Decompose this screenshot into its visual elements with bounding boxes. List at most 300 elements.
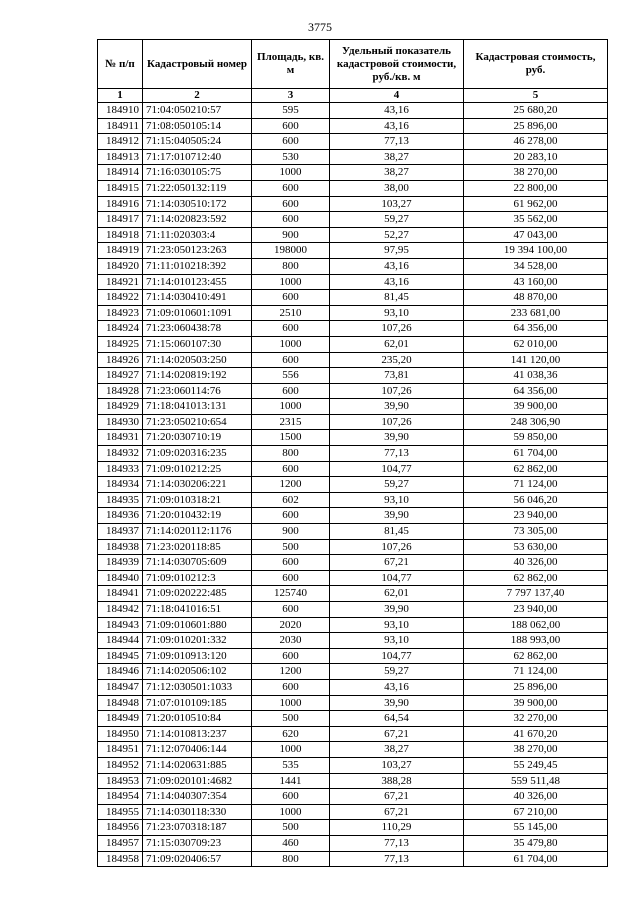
specific-value-cell: 39,90: [330, 399, 464, 415]
cadastral-value-cell: 39 900,00: [464, 695, 608, 711]
specific-value-cell: 81,45: [330, 290, 464, 306]
specific-value-cell: 43,16: [330, 118, 464, 134]
cadastral-number-cell: 71:14:020819:192: [143, 368, 252, 384]
row-number-cell: 184940: [98, 570, 143, 586]
cadastral-value-cell: 23 940,00: [464, 602, 608, 618]
cadastral-number-cell: 71:14:030410:491: [143, 290, 252, 306]
area-cell: 600: [252, 196, 330, 212]
area-cell: 1000: [252, 399, 330, 415]
area-cell: 500: [252, 539, 330, 555]
cadastral-value-cell: 248 306,90: [464, 414, 608, 430]
specific-value-cell: 107,26: [330, 414, 464, 430]
cadastral-number-cell: 71:14:020631:885: [143, 757, 252, 773]
specific-value-cell: 62,01: [330, 586, 464, 602]
specific-value-cell: 107,26: [330, 383, 464, 399]
row-number-cell: 184918: [98, 227, 143, 243]
specific-value-cell: 107,26: [330, 321, 464, 337]
specific-value-cell: 93,10: [330, 633, 464, 649]
area-cell: 800: [252, 446, 330, 462]
table-row: [98, 757, 608, 773]
table-row: [98, 414, 608, 430]
area-cell: 595: [252, 103, 330, 119]
cadastral-value-cell: 62 862,00: [464, 461, 608, 477]
area-cell: 600: [252, 180, 330, 196]
area-cell: 198000: [252, 243, 330, 259]
row-number-cell: 184924: [98, 321, 143, 337]
specific-value-cell: 110,29: [330, 820, 464, 836]
cadastral-value-cell: 38 270,00: [464, 165, 608, 181]
specific-value-cell: 39,90: [330, 602, 464, 618]
cadastral-number-cell: 71:15:040505:24: [143, 134, 252, 150]
row-number-cell: 184943: [98, 617, 143, 633]
cadastral-value-cell: 25 680,20: [464, 103, 608, 119]
specific-value-cell: 388,28: [330, 773, 464, 789]
table-row: [98, 570, 608, 586]
cadastral-number-cell: 71:14:030510:172: [143, 196, 252, 212]
table-row: [98, 180, 608, 196]
cadastral-number-cell: 71:09:020101:4682: [143, 773, 252, 789]
row-number-cell: 184919: [98, 243, 143, 259]
cadastral-value-cell: 61 704,00: [464, 851, 608, 867]
specific-value-cell: 77,13: [330, 851, 464, 867]
specific-value-cell: 77,13: [330, 446, 464, 462]
table-row: [98, 336, 608, 352]
cadastral-number-cell: 71:16:030105:75: [143, 165, 252, 181]
cadastral-number-cell: 71:14:030118:330: [143, 804, 252, 820]
table-row: [98, 773, 608, 789]
column-number: 5: [464, 89, 608, 103]
cadastral-number-cell: 71:23:050123:263: [143, 243, 252, 259]
cadastral-value-cell: 71 124,00: [464, 664, 608, 680]
area-cell: 600: [252, 555, 330, 571]
area-cell: 600: [252, 602, 330, 618]
cadastral-number-cell: 71:09:010212:25: [143, 461, 252, 477]
table-row: [98, 726, 608, 742]
cadastral-value-cell: 64 356,00: [464, 383, 608, 399]
area-cell: 600: [252, 570, 330, 586]
table-row: [98, 835, 608, 851]
area-cell: 600: [252, 648, 330, 664]
cadastral-number-cell: 71:14:030206:221: [143, 477, 252, 493]
area-cell: 600: [252, 679, 330, 695]
cadastral-number-cell: 71:14:020506:102: [143, 664, 252, 680]
area-cell: 530: [252, 149, 330, 165]
row-number-cell: 184920: [98, 258, 143, 274]
cadastral-value-cell: 40 326,00: [464, 555, 608, 571]
header-cadastral-number: Кадастровый номер: [143, 40, 252, 89]
cadastral-value-cell: 48 870,00: [464, 290, 608, 306]
cadastral-number-cell: 71:15:060107:30: [143, 336, 252, 352]
area-cell: 600: [252, 134, 330, 150]
table-row: [98, 290, 608, 306]
cadastral-number-cell: 71:08:050105:14: [143, 118, 252, 134]
specific-value-cell: 43,16: [330, 274, 464, 290]
row-number-cell: 184954: [98, 789, 143, 805]
table-row: [98, 804, 608, 820]
table-row: [98, 227, 608, 243]
row-number-cell: 184932: [98, 446, 143, 462]
cadastral-value-cell: 61 704,00: [464, 446, 608, 462]
cadastral-value-cell: 19 394 100,00: [464, 243, 608, 259]
row-number-cell: 184950: [98, 726, 143, 742]
row-number-cell: 184934: [98, 477, 143, 493]
area-cell: 2510: [252, 305, 330, 321]
cadastral-value-cell: 59 850,00: [464, 430, 608, 446]
row-number-cell: 184926: [98, 352, 143, 368]
specific-value-cell: 104,77: [330, 570, 464, 586]
specific-value-cell: 38,27: [330, 742, 464, 758]
area-cell: 600: [252, 212, 330, 228]
specific-value-cell: 59,27: [330, 212, 464, 228]
table-row: [98, 305, 608, 321]
table-row: [98, 118, 608, 134]
cadastral-number-cell: 71:09:010212:3: [143, 570, 252, 586]
row-number-cell: 184914: [98, 165, 143, 181]
row-number-cell: 184939: [98, 555, 143, 571]
cadastral-number-cell: 71:23:070318:187: [143, 820, 252, 836]
cadastral-number-cell: 71:22:050132:119: [143, 180, 252, 196]
area-cell: 1000: [252, 274, 330, 290]
cadastral-number-cell: 71:20:030710:19: [143, 430, 252, 446]
cadastral-number-cell: 71:14:020503:250: [143, 352, 252, 368]
cadastral-number-cell: 71:15:030709:23: [143, 835, 252, 851]
specific-value-cell: 39,90: [330, 508, 464, 524]
cadastral-value-cell: 141 120,00: [464, 352, 608, 368]
specific-value-cell: 62,01: [330, 336, 464, 352]
area-cell: 1200: [252, 664, 330, 680]
cadastral-value-cell: 25 896,00: [464, 679, 608, 695]
table-row: [98, 617, 608, 633]
cadastral-number-cell: 71:14:020112:1176: [143, 524, 252, 540]
cadastral-number-cell: 71:14:020823:592: [143, 212, 252, 228]
row-number-cell: 184955: [98, 804, 143, 820]
cadastral-value-cell: 43 160,00: [464, 274, 608, 290]
table-row: [98, 524, 608, 540]
table-row: [98, 648, 608, 664]
cadastral-value-cell: 47 043,00: [464, 227, 608, 243]
specific-value-cell: 93,10: [330, 617, 464, 633]
row-number-cell: 184911: [98, 118, 143, 134]
specific-value-cell: 39,90: [330, 430, 464, 446]
row-number-cell: 184917: [98, 212, 143, 228]
cadastral-number-cell: 71:18:041013:131: [143, 399, 252, 415]
specific-value-cell: 67,21: [330, 726, 464, 742]
row-number-cell: 184937: [98, 524, 143, 540]
cadastral-number-cell: 71:20:010510:84: [143, 711, 252, 727]
row-number-cell: 184953: [98, 773, 143, 789]
cadastral-number-cell: 71:17:010712:40: [143, 149, 252, 165]
cadastral-value-cell: 25 896,00: [464, 118, 608, 134]
cadastral-number-cell: 71:23:020118:85: [143, 539, 252, 555]
cadastral-value-cell: 35 562,00: [464, 212, 608, 228]
cadastral-number-cell: 71:09:010913:120: [143, 648, 252, 664]
page-number: 3775: [308, 20, 332, 34]
row-number-cell: 184945: [98, 648, 143, 664]
area-cell: 556: [252, 368, 330, 384]
specific-value-cell: 38,00: [330, 180, 464, 196]
table-row: [98, 679, 608, 695]
table-row: [98, 492, 608, 508]
cadastral-number-cell: 71:09:020316:235: [143, 446, 252, 462]
cadastral-value-cell: 188 062,00: [464, 617, 608, 633]
area-cell: 600: [252, 383, 330, 399]
area-cell: 1000: [252, 695, 330, 711]
table-row: [98, 103, 608, 119]
cadastral-number-cell: 71:12:030501:1033: [143, 679, 252, 695]
row-number-cell: 184946: [98, 664, 143, 680]
specific-value-cell: 38,27: [330, 149, 464, 165]
specific-value-cell: 93,10: [330, 305, 464, 321]
cadastral-value-table: [97, 39, 608, 867]
table-row: [98, 539, 608, 555]
table-row: [98, 196, 608, 212]
cadastral-value-cell: 39 900,00: [464, 399, 608, 415]
table-row: [98, 165, 608, 181]
table-row: [98, 742, 608, 758]
area-cell: 2315: [252, 414, 330, 430]
area-cell: 600: [252, 352, 330, 368]
column-number: 1: [98, 89, 143, 103]
area-cell: 800: [252, 258, 330, 274]
specific-value-cell: 38,27: [330, 165, 464, 181]
row-number-cell: 184915: [98, 180, 143, 196]
row-number-cell: 184913: [98, 149, 143, 165]
row-number-cell: 184912: [98, 134, 143, 150]
area-cell: 2020: [252, 617, 330, 633]
table-row: [98, 602, 608, 618]
table-row: [98, 258, 608, 274]
specific-value-cell: 104,77: [330, 648, 464, 664]
row-number-cell: 184922: [98, 290, 143, 306]
row-number-cell: 184958: [98, 851, 143, 867]
header-row-number: № п/п: [98, 40, 143, 89]
area-cell: 1441: [252, 773, 330, 789]
row-number-cell: 184941: [98, 586, 143, 602]
cadastral-number-cell: 71:20:010432:19: [143, 508, 252, 524]
cadastral-value-cell: 61 962,00: [464, 196, 608, 212]
cadastral-number-cell: 71:23:060438:78: [143, 321, 252, 337]
cadastral-value-cell: 41 670,20: [464, 726, 608, 742]
table-row: [98, 274, 608, 290]
cadastral-number-cell: 71:14:040307:354: [143, 789, 252, 805]
table-body: [98, 103, 608, 867]
column-number: 2: [143, 89, 252, 103]
area-cell: 1200: [252, 477, 330, 493]
area-cell: 600: [252, 290, 330, 306]
table-row: [98, 430, 608, 446]
row-number-cell: 184921: [98, 274, 143, 290]
cadastral-number-cell: 71:09:020222:485: [143, 586, 252, 602]
table-row: [98, 711, 608, 727]
specific-value-cell: 59,27: [330, 477, 464, 493]
cadastral-number-cell: 71:04:050210:57: [143, 103, 252, 119]
table-row: [98, 477, 608, 493]
specific-value-cell: 73,81: [330, 368, 464, 384]
specific-value-cell: 103,27: [330, 757, 464, 773]
area-cell: 460: [252, 835, 330, 851]
area-cell: 600: [252, 118, 330, 134]
specific-value-cell: 77,13: [330, 134, 464, 150]
specific-value-cell: 107,26: [330, 539, 464, 555]
cadastral-value-cell: 20 283,10: [464, 149, 608, 165]
cadastral-number-cell: 71:18:041016:51: [143, 602, 252, 618]
area-cell: 600: [252, 508, 330, 524]
row-number-cell: 184910: [98, 103, 143, 119]
table-row: [98, 555, 608, 571]
header-cadastral-value: Кадастровая стоимость, руб.: [464, 40, 608, 89]
cadastral-number-cell: 71:23:060114:76: [143, 383, 252, 399]
specific-value-cell: 59,27: [330, 664, 464, 680]
table-row: [98, 820, 608, 836]
specific-value-cell: 81,45: [330, 524, 464, 540]
cadastral-value-cell: 559 511,48: [464, 773, 608, 789]
specific-value-cell: 97,95: [330, 243, 464, 259]
header-area: Площадь, кв. м: [252, 40, 330, 89]
table-row: [98, 461, 608, 477]
row-number-cell: 184931: [98, 430, 143, 446]
row-number-cell: 184956: [98, 820, 143, 836]
table-row: [98, 321, 608, 337]
row-number-cell: 184928: [98, 383, 143, 399]
area-cell: 500: [252, 820, 330, 836]
row-number-cell: 184927: [98, 368, 143, 384]
cadastral-number-cell: 71:11:010218:392: [143, 258, 252, 274]
specific-value-cell: 39,90: [330, 695, 464, 711]
cadastral-number-cell: 71:09:010601:1091: [143, 305, 252, 321]
cadastral-number-cell: 71:09:010318:21: [143, 492, 252, 508]
row-number-cell: 184925: [98, 336, 143, 352]
table-row: [98, 586, 608, 602]
specific-value-cell: 93,10: [330, 492, 464, 508]
row-number-cell: 184929: [98, 399, 143, 415]
cadastral-value-cell: 53 630,00: [464, 539, 608, 555]
row-number-cell: 184936: [98, 508, 143, 524]
specific-value-cell: 64,54: [330, 711, 464, 727]
table-row: [98, 851, 608, 867]
cadastral-number-cell: 71:07:010109:185: [143, 695, 252, 711]
cadastral-value-cell: 46 278,00: [464, 134, 608, 150]
area-cell: 900: [252, 227, 330, 243]
area-cell: 125740: [252, 586, 330, 602]
specific-value-cell: 103,27: [330, 196, 464, 212]
cadastral-value-cell: 188 993,00: [464, 633, 608, 649]
row-number-cell: 184930: [98, 414, 143, 430]
specific-value-cell: 67,21: [330, 804, 464, 820]
row-number-cell: 184923: [98, 305, 143, 321]
row-number-cell: 184944: [98, 633, 143, 649]
area-cell: 600: [252, 461, 330, 477]
cadastral-value-cell: 35 479,80: [464, 835, 608, 851]
cadastral-value-cell: 40 326,00: [464, 789, 608, 805]
row-number-cell: 184933: [98, 461, 143, 477]
specific-value-cell: 43,16: [330, 258, 464, 274]
row-number-cell: 184947: [98, 679, 143, 695]
specific-value-cell: 67,21: [330, 555, 464, 571]
table-row: [98, 243, 608, 259]
area-cell: 2030: [252, 633, 330, 649]
specific-value-cell: 235,20: [330, 352, 464, 368]
cadastral-number-cell: 71:09:020406:57: [143, 851, 252, 867]
table-row: [98, 149, 608, 165]
specific-value-cell: 52,27: [330, 227, 464, 243]
specific-value-cell: 43,16: [330, 679, 464, 695]
area-cell: 620: [252, 726, 330, 742]
cadastral-value-cell: 56 046,20: [464, 492, 608, 508]
cadastral-value-cell: 71 124,00: [464, 477, 608, 493]
cadastral-value-cell: 62 862,00: [464, 648, 608, 664]
row-number-cell: 184951: [98, 742, 143, 758]
cadastral-number-cell: 71:09:010601:880: [143, 617, 252, 633]
cadastral-value-cell: 41 038,36: [464, 368, 608, 384]
cadastral-value-cell: 73 305,00: [464, 524, 608, 540]
row-number-cell: 184938: [98, 539, 143, 555]
area-cell: 500: [252, 711, 330, 727]
table-row: [98, 368, 608, 384]
area-cell: 1500: [252, 430, 330, 446]
header-specific-value: Удельный показатель кадастровой стоимости, руб./кв. м: [330, 40, 464, 89]
table-row: [98, 352, 608, 368]
cadastral-value-cell: 64 356,00: [464, 321, 608, 337]
area-cell: 1000: [252, 804, 330, 820]
area-cell: 600: [252, 321, 330, 337]
specific-value-cell: 77,13: [330, 835, 464, 851]
table-row: [98, 212, 608, 228]
area-cell: 800: [252, 851, 330, 867]
row-number-cell: 184916: [98, 196, 143, 212]
cadastral-value-cell: 233 681,00: [464, 305, 608, 321]
column-number-row: [98, 89, 608, 103]
cadastral-value-cell: 34 528,00: [464, 258, 608, 274]
cadastral-number-cell: 71:12:070406:144: [143, 742, 252, 758]
table-row: [98, 633, 608, 649]
row-number-cell: 184942: [98, 602, 143, 618]
cadastral-number-cell: 71:23:050210:654: [143, 414, 252, 430]
cadastral-number-cell: 71:09:010201:332: [143, 633, 252, 649]
table-header-row: [98, 40, 608, 89]
area-cell: 1000: [252, 336, 330, 352]
cadastral-value-cell: 7 797 137,40: [464, 586, 608, 602]
cadastral-value-cell: 55 145,00: [464, 820, 608, 836]
area-cell: 602: [252, 492, 330, 508]
table-row: [98, 399, 608, 415]
cadastral-value-cell: 67 210,00: [464, 804, 608, 820]
table-row: [98, 789, 608, 805]
cadastral-value-cell: 23 940,00: [464, 508, 608, 524]
row-number-cell: 184935: [98, 492, 143, 508]
area-cell: 1000: [252, 742, 330, 758]
area-cell: 900: [252, 524, 330, 540]
cadastral-value-cell: 62 010,00: [464, 336, 608, 352]
cadastral-value-cell: 62 862,00: [464, 570, 608, 586]
specific-value-cell: 104,77: [330, 461, 464, 477]
cadastral-value-cell: 38 270,00: [464, 742, 608, 758]
area-cell: 535: [252, 757, 330, 773]
table-row: [98, 383, 608, 399]
row-number-cell: 184952: [98, 757, 143, 773]
cadastral-value-cell: 32 270,00: [464, 711, 608, 727]
area-cell: 1000: [252, 165, 330, 181]
column-number: 4: [330, 89, 464, 103]
specific-value-cell: 67,21: [330, 789, 464, 805]
cadastral-number-cell: 71:11:020303:4: [143, 227, 252, 243]
table-row: [98, 508, 608, 524]
cadastral-number-cell: 71:14:030705:609: [143, 555, 252, 571]
table-row: [98, 664, 608, 680]
table-row: [98, 446, 608, 462]
row-number-cell: 184948: [98, 695, 143, 711]
specific-value-cell: 43,16: [330, 103, 464, 119]
table-row: [98, 134, 608, 150]
